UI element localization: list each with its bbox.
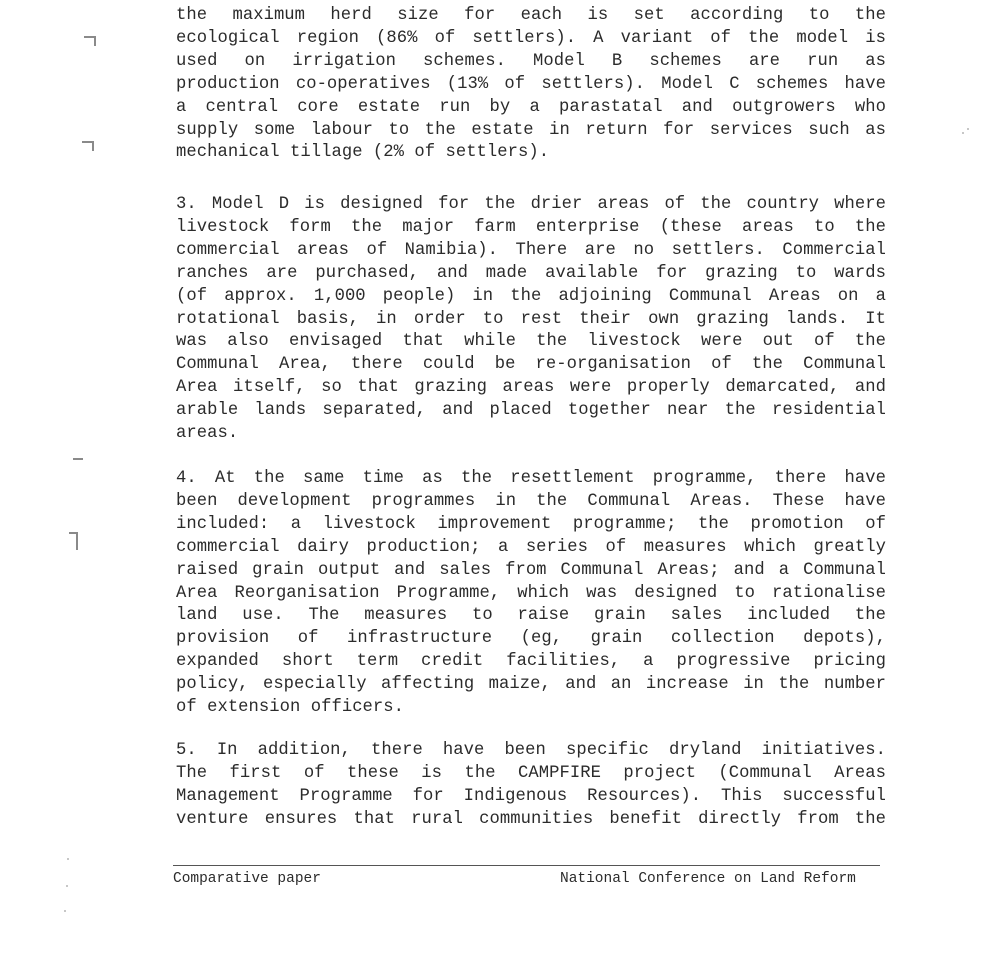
text-line: of extension officers. [176,698,405,718]
text-line: land use. The measures to raise grain sales included the [176,606,886,626]
text-line: expanded short term credit facilities, a progressive pricing [176,652,886,672]
text-line: areas. [176,424,239,444]
text-line: a central core estate run by a parastatal and outgrowers who [176,97,886,117]
scan-speck [962,132,964,134]
text-line: used on irrigation schemes. Model B schemes are run as [176,51,886,71]
paragraph-3 [176,194,886,446]
text-line: (of approx. 1,000 people) in the adjoining Communal Areas on a [176,286,886,306]
text-line: raised grain output and sales from Communal Areas; and a Communal [176,560,886,580]
text-line: Area itself, so that grazing areas were properly demarcated, and [176,378,886,398]
text-line: rotational basis, in order to rest their own grazing lands. It [176,309,886,329]
text-line: provision of infrastructure (eg, grain collection depots), [176,629,886,649]
binding-mark [73,458,83,460]
paragraph-4 [176,468,886,720]
text-line: 3. Model D is designed for the drier areas of the country where [176,195,886,214]
text-line: been development programmes in the Communal Areas. These have [176,491,886,511]
footer-left-text: Comparative paper [173,871,321,887]
text-line: supply some labour to the estate in return for services such as [176,120,886,140]
text-line: ranches are purchased, and made available for grazing to wards [176,263,886,283]
text-line: policy, especially affecting maize, and an increase in the number [176,675,886,695]
text-line: the maximum herd size for each is set according to the [176,6,886,25]
text-line: production co-operatives (13% of settlers). Model C schemes have [176,74,886,94]
text-line: venture ensures that rural communities benefit directly from the [176,809,886,829]
text-line: was also envisaged that while the livestock were out of the [176,332,886,352]
text-line: commercial areas of Namibia). There are no settlers. Commercial [176,240,886,260]
scan-speck [64,910,66,912]
text-line: 5. In addition, there have been specific dryland initiatives. [176,741,886,760]
paragraph-5 [176,740,886,832]
scan-speck [66,885,68,887]
text-line: ecological region (86% of settlers). A variant of the model is [176,28,886,48]
footer-divider [173,865,880,866]
binding-mark [92,141,94,151]
text-line: commercial dairy production; a series of measures which greatly [176,537,886,557]
scan-speck [967,128,969,130]
text-line: included: a livestock improvement programme; the promotion of [176,514,886,534]
scan-speck [67,858,69,860]
text-line: Management Programme for Indigenous Resources). This successful [176,786,886,806]
text-line: mechanical tillage (2% of settlers). [176,143,550,163]
text-line: arable lands separated, and placed together near the residential [176,401,886,421]
text-line: 4. At the same time as the resettlement programme, there have [176,469,886,488]
text-line: The first of these is the CAMPFIRE project (Communal Areas [176,763,886,783]
text-line: Area Reorganisation Programme, which was designed to rationalise [176,583,886,603]
binding-mark [94,36,96,46]
text-line: Communal Area, there could be re-organisation of the Communal [176,355,886,375]
text-line: livestock form the major farm enterprise (these areas to the [176,217,886,237]
binding-mark [76,532,78,550]
paragraph-continued [176,5,886,165]
footer-right-text: National Conference on Land Reform [560,871,856,887]
